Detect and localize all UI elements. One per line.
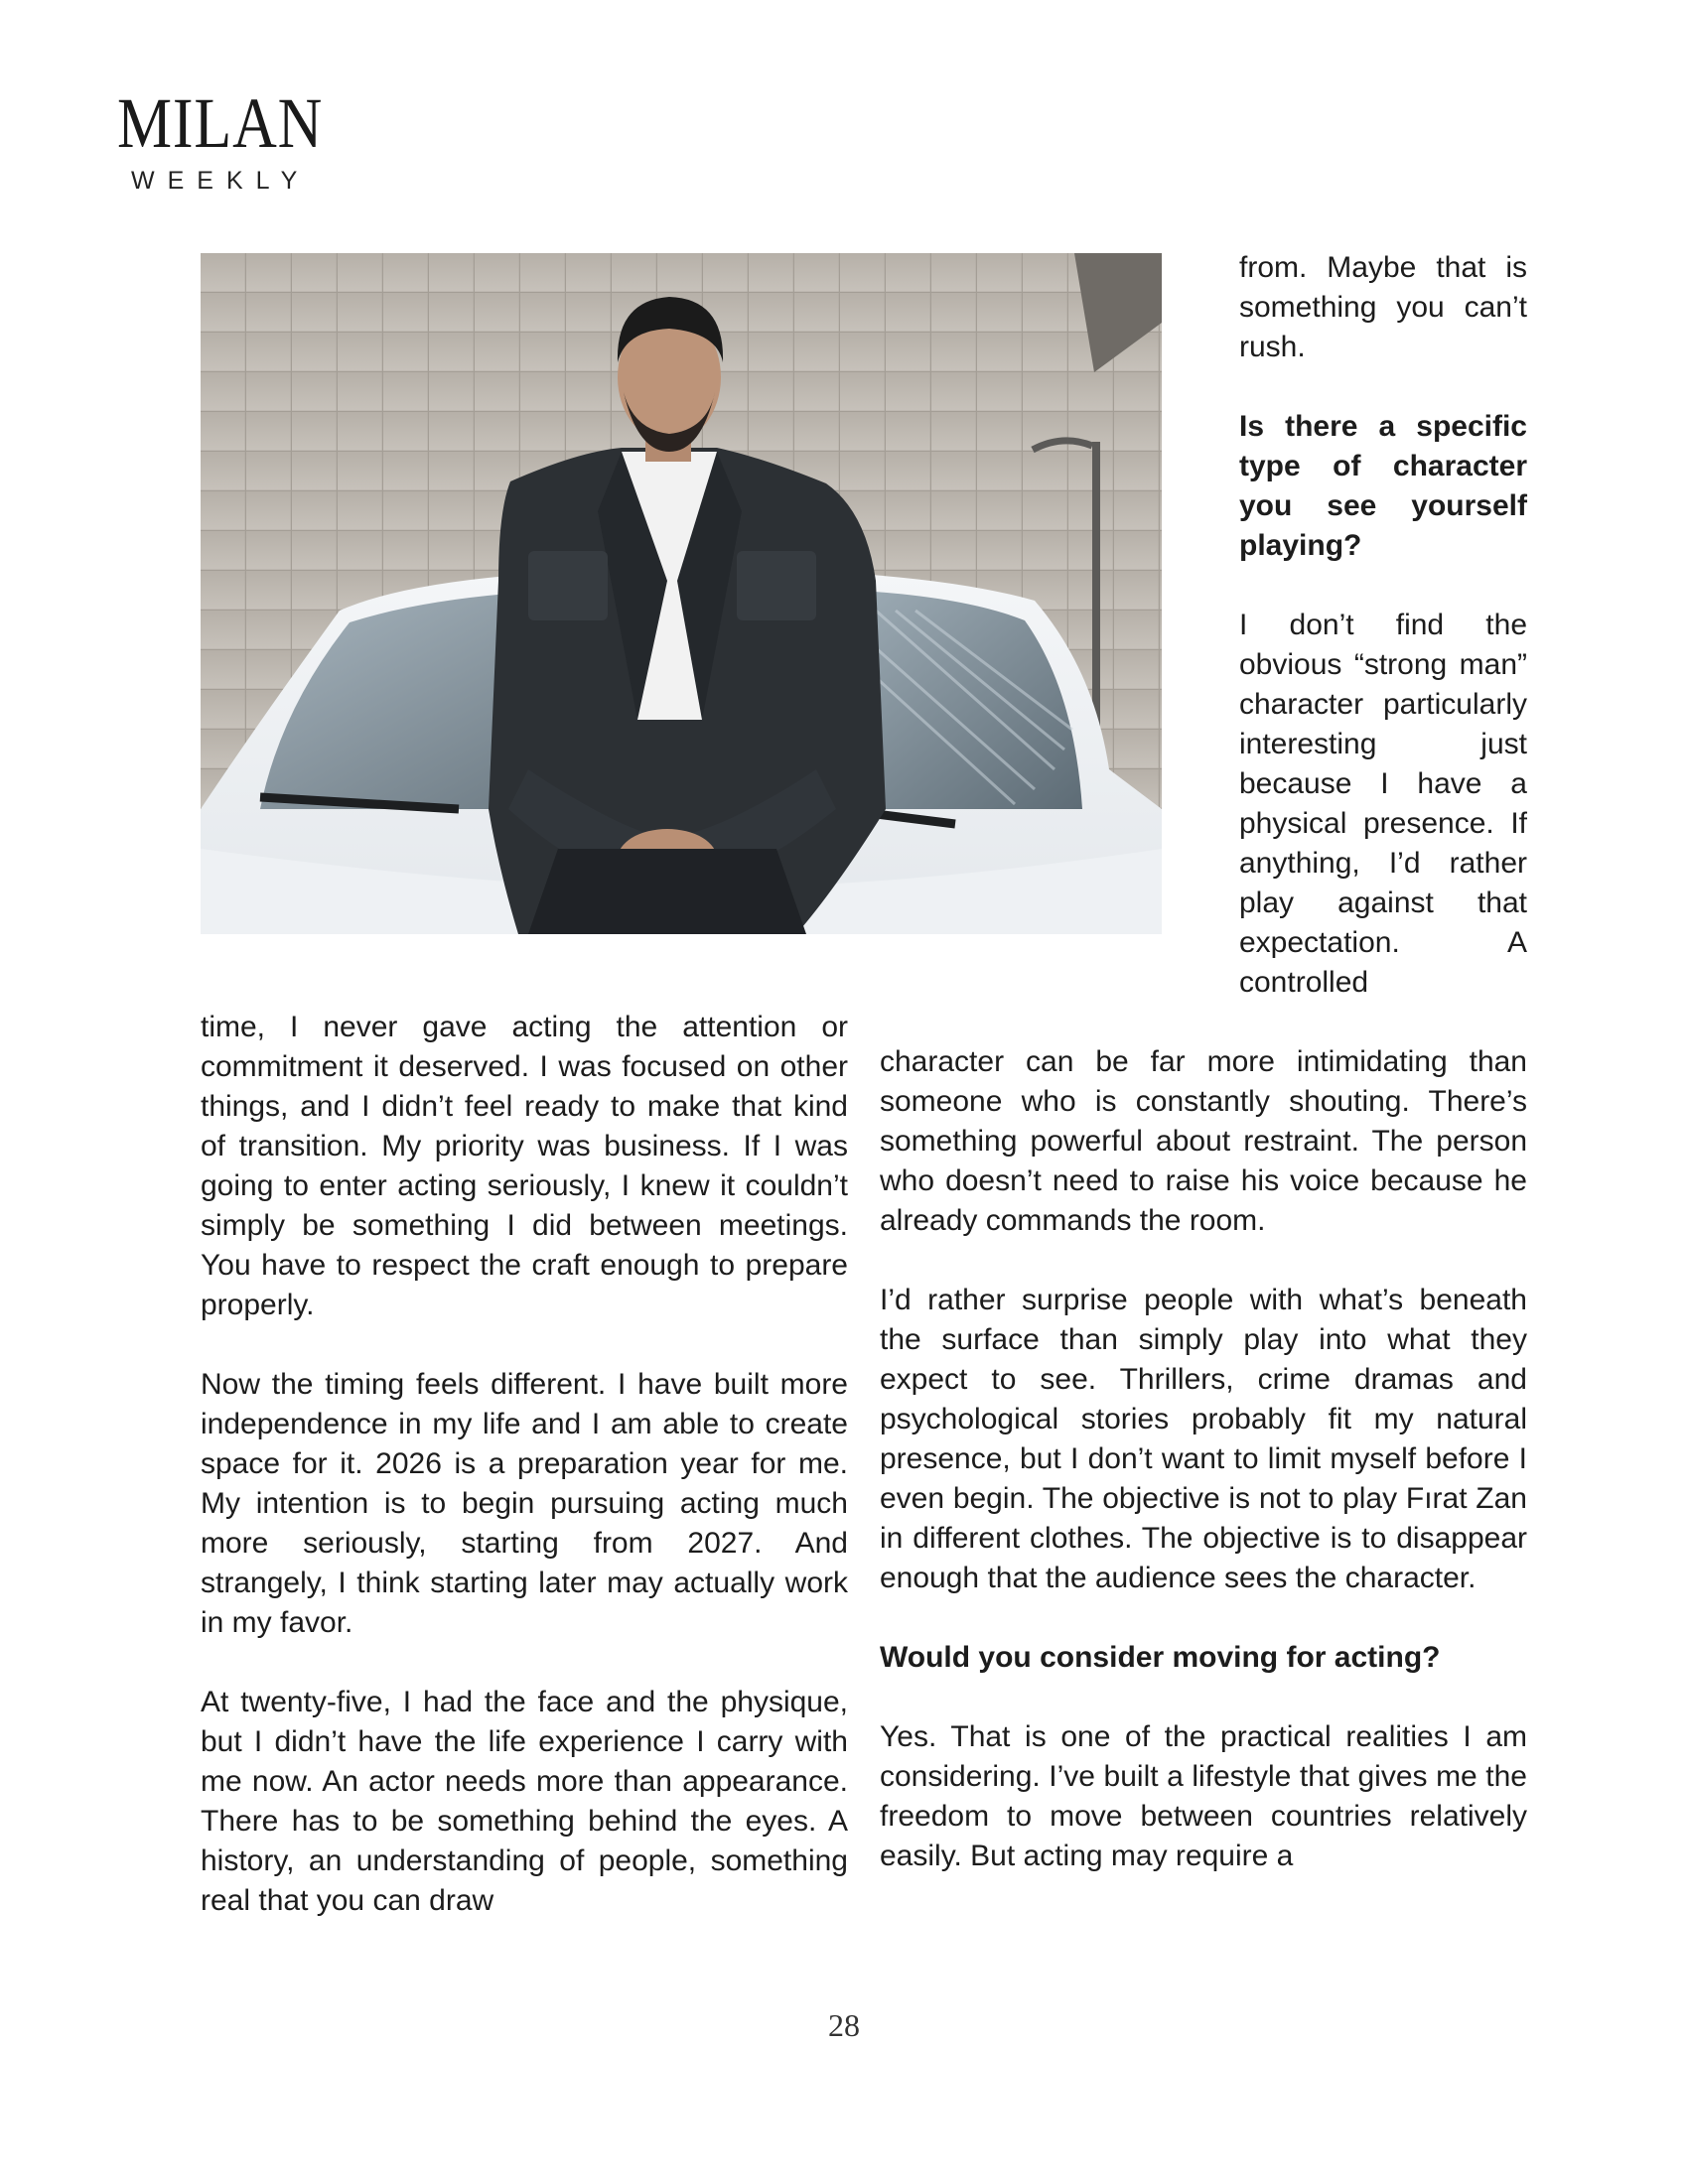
paragraph: I’d rather surprise people with what’s beneath the surface than simply play into what they expect to see. Thrillers, crime dramas and psychological stories probably fit my natural presence, but I don’t want to limit myself before I even begin. The objective is not to play Fırat Zan in different clothes. The objective is to disappear enough that the audience sees the character.	[880, 1284, 1527, 1594]
paragraph: I don’t find the obvious “strong man” character particularly interesting just because I have a physical presence. If anything, I’d rather play against that expectation. A controlled	[1239, 609, 1527, 999]
column-right-wide	[880, 1042, 1527, 1916]
masthead-logo	[117, 83, 355, 196]
column-left	[201, 1008, 848, 1961]
masthead-subtitle: WEEKLY	[131, 167, 311, 195]
paragraph: character can be far more intimidating than someone who is constantly shouting. There’s something powerful about restraint. The person who doesn’t need to raise his voice because he already commands the room.	[880, 1045, 1527, 1237]
interview-question: Would you consider moving for acting?	[880, 1641, 1441, 1674]
paragraph: from. Maybe that is something you can’t rush.	[1239, 251, 1527, 363]
paragraph: Now the timing feels different. I have built more independence in my life and I am able to create space for it. 2026 is a preparation year for me. My intention is to begin pursuing acting much more seriously, starting from 2027. And strangely, I think starting later may actually work in my favor.	[201, 1368, 848, 1639]
page-number: 28	[828, 2007, 860, 2043]
paragraph: time, I never gave acting the attention or commitment it deserved. I was focused on other things, and I didn’t feel ready to make that kind of transition. My priority was business. If I was going to enter acting seriously, I knew it couldn’t simply be something I did between meetings. You have to respect the craft enough to prepare properly.	[201, 1011, 848, 1321]
paragraph: At twenty-five, I had the face and the physique, but I didn’t have the life experience I carry with me now. An actor needs more than appearance. There has to be something behind the eyes. A history, an understanding of people, something real that you can draw	[201, 1686, 848, 1917]
column-right-narrow	[1239, 248, 1527, 1042]
paragraph: Yes. That is one of the practical realities I am considering. I’ve built a lifestyle that gives me the freedom to move between countries relatively easily. But acting may require a	[880, 1720, 1527, 1872]
article-photo	[201, 253, 1162, 934]
masthead-name: MILAN	[117, 83, 324, 163]
interview-question: Is there a specific type of character you see yourself playing?	[1239, 410, 1527, 562]
